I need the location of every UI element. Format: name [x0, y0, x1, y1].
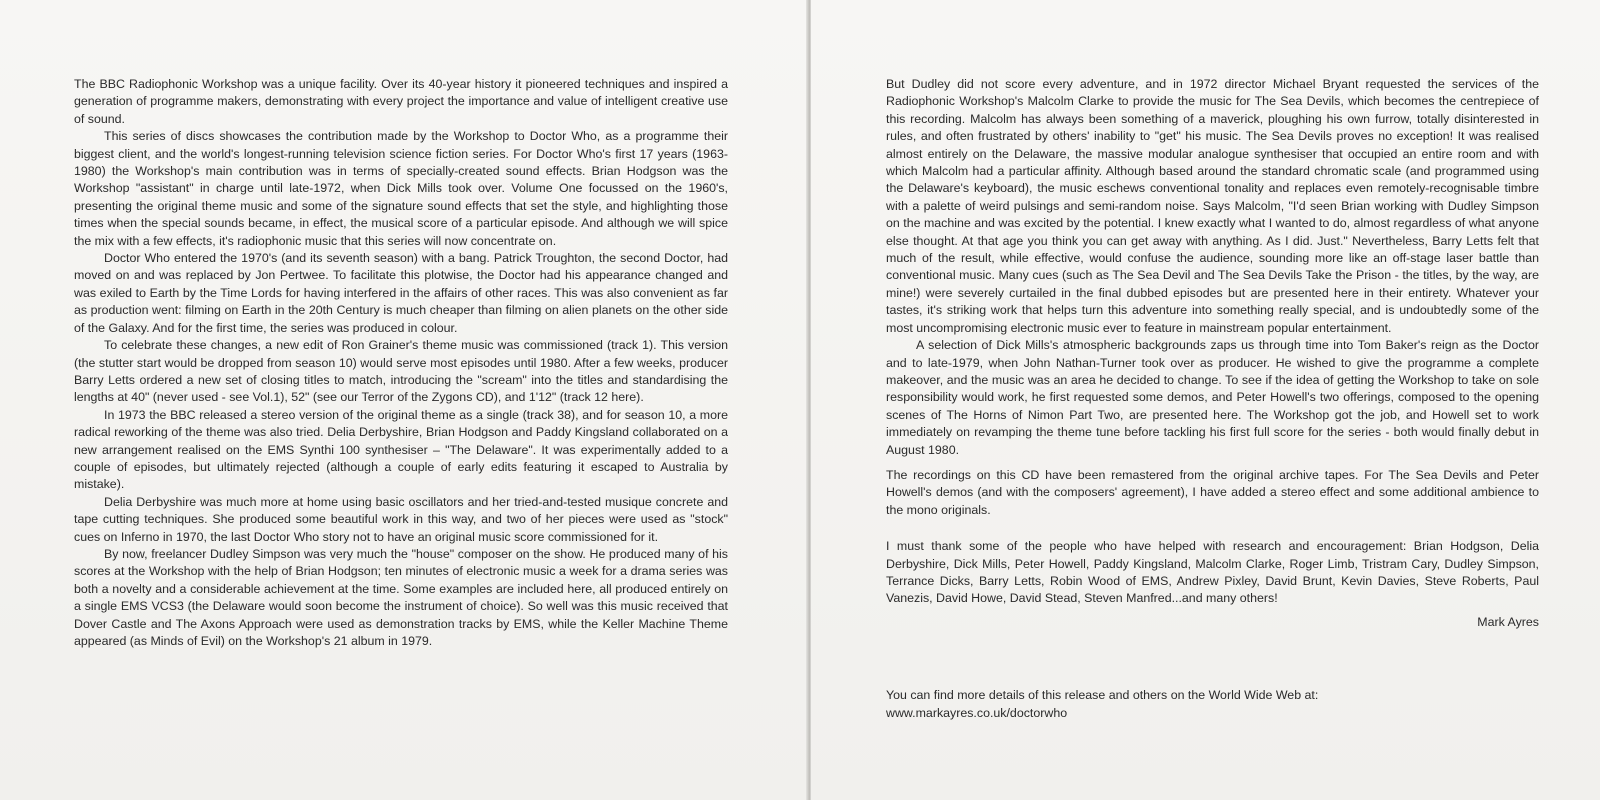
acknowledgements: I must thank some of the people who have helped with research and encouragement: Brian Hodgson, Delia Derbyshire, Dick Mills, Peter Howell, Paddy Kingsland, Malcolm Clarke, Roger Limb, Tristram Cary, Dudley Simpson, Terrance Dicks, Barry Letts, Robin Wood of EMS, Andrew Pixley, David Brunt, Kevin Davies, Steve Roberts, Paul Vanezis, David Howe, David Stead, Steven Manfred...and many others!: [886, 539, 1539, 606]
paragraph: The BBC Radiophonic Workshop was a unique facility. Over its 40-year history it pioneered techniques and inspired a generation of programme makers, demonstrating with every project the importance and value of intelligent creative use of sound.: [74, 77, 728, 126]
left-text-column: [74, 76, 728, 650]
paragraph: Delia Derbyshire was much more at home using basic oscillators and her tried-and-tested musique concrete and tape cutting techniques. She produced some beautiful work in this way, and two of her pieces were used as "stock" cues on Inferno in 1970, the last Doctor Who story not to have an original music score commissioned for it.: [74, 494, 728, 544]
paragraph: To celebrate these changes, a new edit of Ron Grainer's theme music was commissioned (track 1). This version (the stutter start would be dropped from season 10) would serve most episodes until 1980. After a few weeks, producer Barry Letts ordered a new set of closing titles to match, introducing the "scream" into the titles and standardising the lengths at 40" (never used - see Vol.1), 52" (see our Terror of the Zygons CD), and 1'12" (track 12 here).: [74, 338, 728, 405]
signature: Mark Ayres: [1477, 614, 1539, 629]
paragraph: A selection of Dick Mills's atmospheric backgrounds zaps us through time into Tom Baker's reign as the Doctor and to late-1979, when John Nathan-Turner took over as producer. He wished to give the programme a complete makeover, and the music was an area he decided to change. To see if the idea of getting the Workshop to take on sole responsibility would work, he first requested some demos, and Peter Howell's two offerings, composed to the opening scenes of The Horns of Nimon Part Two, are presented here. The Workshop got the job, and Howell set to work immediately on revamping the theme tune before tackling his first full score for the series - both would finally debut in August 1980.: [886, 338, 1539, 457]
paragraph: This series of discs showcases the contribution made by the Workshop to Doctor Who, as a programme their biggest client, and the world's longest-running television science fiction series. For Doctor Who's first 17 years (1963-1980) the Workshop's main contribution was in terms of specially-created sound effects. Brian Hodgson was the Workshop "assistant" in charge until late-1972, when Dick Mills took over. Volume One focussed on the 1960's, presenting the original theme music and some of the signature sound effects that set the style, and highlighting those times when the special sounds became, in effect, the musical score of a particular episode. And although we will spice the mix with a few effects, it's radiophonic music that this series will now concentrate on.: [74, 129, 728, 248]
paragraph: But Dudley did not score every adventure, and in 1972 director Michael Bryant requested the services of the Radiophonic Workshop's Malcolm Clarke to provide the music for The Sea Devils, which becomes the centrepiece of this recording. Malcolm has always been something of a maverick, ploughing his own furrow, totally disinterested in rules, and often frustrated by others' inability to "get" his music. The Sea Devils proves no exception! It was realised almost entirely on the Delaware, the massive modular analogue synthesiser that occupied an entire room and with which Malcolm had a particular affinity. Although based around the standard chromatic scale (and programmed using the Delaware's keyboard), the music eschews conventional tonality and replaces even remotely-recognisable timbre with a palette of weird pulsings and semi-random noise. Says Malcolm, "I'd seen Brian working with Dudley Simpson on the machine and was excited by the potential. I knew exactly what I wanted to do, almost regardless of what anyone else thought. At that age you think you can get away with anything. As I did. Just." Nevertheless, Barry Letts felt that much of the result, while effective, would confuse the audience, sounding more like an off-stage laser battle than conventional music. Many cues (such as The Sea Devil and The Sea Devils Take the Prison - the titles, by the way, are mine!) were severely curtailed in the final dubbed episodes but are presented here in their entirety. Whatever your tastes, it's striking work that helps turn this adventure into something really special, and is undoubtedly some of the most uncompromising electronic music ever to feature in mainstream popular entertainment.: [886, 77, 1539, 335]
paragraph: The recordings on this CD have been remastered from the original archive tapes. For The Sea Devils and Peter Howell's demos (and with the composers' agreement), I have added a stereo effect and some additional ambience to the mono originals.: [886, 467, 1539, 517]
paragraph: In 1973 the BBC released a stereo version of the original theme as a single (track 38), and for season 10, a more radical reworking of the theme was also tried. Delia Derbyshire, Brian Hodgson and Paddy Kingsland collaborated on a new arrangement realised on the EMS Synthi 100 synthesiser – "The Delaware". It was experimentally added to a couple of episodes, but ultimately rejected (although a couple of early edits featuring it escaped to Australia by mistake).: [74, 407, 728, 492]
right-text-column: [886, 76, 1539, 722]
web-line: You can find more details of this release and others on the World Wide Web at:: [886, 688, 1319, 703]
right-page: [811, 0, 1600, 800]
paragraph: Doctor Who entered the 1970's (and its seventh season) with a bang. Patrick Troughton, the second Doctor, had moved on and was replaced by Jon Pertwee. To facilitate this plotwise, the Doctor had his appearance changed and was exiled to Earth by the Time Lords for having interfered in the affairs of other races. This was also convenient as far as production went: filming on Earth in the 20th Century is much cheaper than filming on alien planets on the other side of the Galaxy. And for the first time, the series was produced in colour.: [74, 251, 728, 335]
web-url: www.markayres.co.uk/doctorwho: [886, 705, 1068, 720]
paragraph: By now, freelancer Dudley Simpson was very much the "house" composer on the show. He produced many of his scores at the Workshop with the help of Brian Hodgson; ten minutes of electronic music a week for a drama series was both a novelty and a considerable achievement at the time. Some examples are included here, all produced entirely on a single EMS VCS3 (the Delaware would soon become the instrument of choice). So well was this music received that Dover Castle and The Axons Approach were used as demonstration tracks by EMS, while the Keller Machine Theme appeared (as Minds of Evil) on the Workshop's 21 album in 1979.: [74, 546, 728, 648]
